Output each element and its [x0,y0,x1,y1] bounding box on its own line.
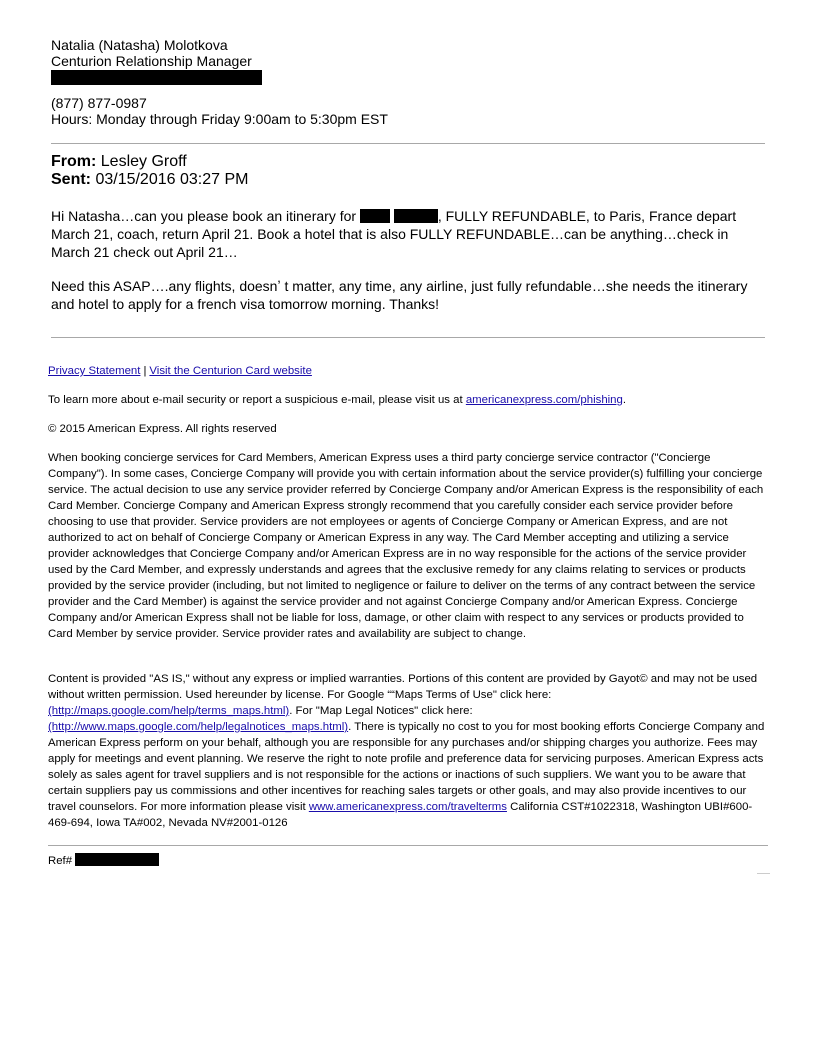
divider [48,845,768,846]
disclaimer-text: . For "Map Legal Notices" click here: [289,705,473,717]
redacted-block [51,70,262,85]
divider [757,873,770,874]
disclaimer-text: Content is provided "AS IS," without any express or implied warranties. Portions of this content are provided by Gayot© and may not be used without written permission. Used hereunder by license. For Google ““Maps Terms of Use" click here: [48,673,758,701]
privacy-statement-link[interactable]: Privacy Statement [48,365,141,377]
redacted-block [360,209,390,223]
security-text: To learn more about e-mail security or report a suspicious e-mail, please visit us at [48,394,466,406]
sender-title: Centurion Relationship Manager [51,53,252,69]
message-text: Hi Natasha…can you please book an itinerary for [51,208,360,224]
footer-links [48,363,770,379]
security-notice [48,392,770,408]
divider [51,143,765,144]
phishing-link[interactable]: americanexpress.com/phishing [465,394,623,406]
disclaimer-text: California CST#1022318, Washington UBI#600-469-694, Iowa TA#002, Nevada NV#2001-0126 [48,801,753,829]
legal-notices-link[interactable]: (http://www.maps.google.com/help/legalnotices_maps.html) [48,721,349,733]
sender-name: Natalia (Natasha) Molotkova [51,37,228,53]
from-label: From: [51,153,97,170]
travel-terms-link[interactable]: www.americanexpress.com/travelterms [308,801,507,813]
divider [51,337,765,338]
message-header [51,153,248,189]
security-text: . [622,394,627,406]
disclaimer-text: . There is typically no cost to you for most booking efforts Concierge Company and American Express perform on your behalf, although you are responsible for any purchases and/or shipping charges you authorize. Fees may apply for meetings and event planning. We reserve the right to note profile and preference data for servicing purposes. American Express acts solely as sales agent for travel suppliers and is not responsible for the actions or inactions of such suppliers. We want you to be aware that certain suppliers pay us commissions and other incentives for reaching sales targets or other goals, and may also provide incentives to our travel counselors. For more information please visit [48,721,765,813]
ref-label: Ref# [48,855,73,867]
message-text: , FULLY REFUNDABLE, to Paris, France depart March 21, coach, return April 21. Book a hotel that is also FULLY REFUNDABLE…can be anything…check in March 21 check out April 21… [51,208,737,260]
phone-number: (877) 877-0987 [51,95,147,111]
sent-label: Sent: [51,171,91,188]
sent-value: 03/15/2016 03:27 PM [91,171,249,188]
redacted-block [75,853,159,866]
link-separator: | [143,365,147,377]
redacted-block [394,209,438,223]
reference-number [48,853,159,869]
content-disclaimer [48,671,770,831]
concierge-disclaimer: When booking concierge services for Card Members, American Express uses a third party concierge service contractor ("Concierge Company"). In some cases, Concierge Company will provide you with certain information about the service provider(s) fulfilling your concierge service. The actual decision to use any service provider referred by Concierge Company and/or American Express is the responsibility of each Card Member. Concierge Company and American Express strongly recommend that you carefully consider each service provider before choosing to use that provider. Service providers are not employees or agents of Concierge Company or American Express, and are not authorized to act on behalf of Concierge Company or American Express in any way. The Card Member accepting and utilizing a service provider acknowledges that Concierge Company and/or American Express are in no way responsible for the actions of the service provider used by the Card Member, and expressly understands and agrees that the exclusive remedy for any claims relating to services or products provided by the service provider (including, but not limited to negligence or failure to deliver on the terms of any contract between the service provider and the Card Member) is against the service provider and not against Concierge Company and/or American Express. Concierge Company and/or American Express shall not be liable for loss, damage, or other claim with respect to any services or products provided to Card Member by service provider. Service provider rates and availability are subject to change. [48,452,764,640]
message-paragraph: Need this ASAP….any flights, doesnʼ t matter, any time, any airline, just fully refundable…she needs the itinerary and hotel to apply for a french visa tomorrow morning. Thanks! [51,278,748,312]
from-value: Lesley Groff [96,153,187,170]
maps-terms-link[interactable]: (http://maps.google.com/help/terms_maps.html) [48,705,290,717]
office-hours: Hours: Monday through Friday 9:00am to 5:30pm EST [51,111,388,127]
message-paragraph [51,207,771,261]
copyright: © 2015 American Express. All rights reserved [48,423,277,435]
signature-block [51,37,388,127]
centurion-website-link[interactable]: Visit the Centurion Card website [149,365,312,377]
